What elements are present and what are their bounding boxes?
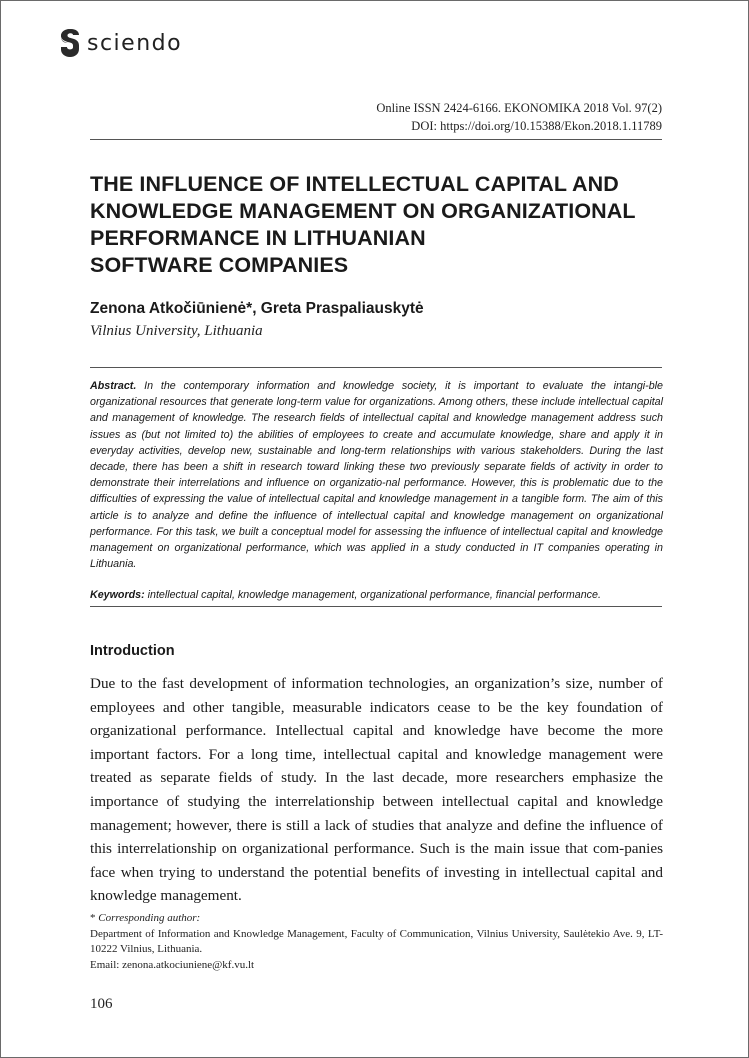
publisher-logo	[60, 28, 182, 58]
doi-line[interactable]: DOI: https://doi.org/10.15388/Ekon.2018.1.11789	[411, 119, 662, 133]
footnote-marker: *	[90, 912, 96, 924]
keywords-label: Keywords:	[90, 589, 145, 601]
footnote-label	[90, 911, 663, 927]
footnote-label-text: Corresponding author:	[98, 912, 201, 924]
publisher-name: sciendo	[87, 30, 183, 56]
title-line: PERFORMANCE IN LITHUANIAN	[90, 226, 426, 250]
title-line: SOFTWARE COMPANIES	[90, 253, 349, 277]
introduction-text: Due to the fast development of information technologies, an organization’s size, number of employees and other tangible, measurable indicators cease to be the key foundation of organizational performance. Intellectual capital and knowledge have become the more important factors. For a long time, intellectual capital and knowledge management were treated as separate fields of study. In the last decade, more researchers emphasize the importance of studying the interrelationship between intellectual capital and knowledge management; however, there is still a lack of studies that analyze and define the influence of this interrelationship on organizational performance. Such is the main issue that com-panies face when trying to understand the potential benefits of investing in intellectual capital and knowledge management.	[90, 675, 663, 905]
title-line: THE INFLUENCE OF INTELLECTUAL CAPITAL AND	[90, 172, 619, 196]
keywords	[90, 587, 663, 603]
abstract-text: In the contemporary information and knowledge society, it is important to evaluate the intangi-ble organizational resources that generate long-term value for organizations. Among others, these include intellectual capital and management of knowledge. The research fields of intellectual capital and knowledge management address such issues as (but not limited to) the abilities of employees to create and accumulate knowledge, share and apply it in everyday activities, develop new, sustainable and long-term relationships with various stakeholders. During the last decade, there has been a shift in research toward linking these two previously separate fields of activity in order to demonstrate their interrelations and influence on organizatio-nal performance. However, this is problematic due to the difficulties of expressing the value of intellectual capital and knowledge management in a tangible form. The aim of this article is to analyze and define the influence of intellectual capital and knowledge management on organizational performance. For this task, we built a conceptual model for assessing the influence of intellectual capital and knowledge management on organizational performance, which was applied in a study conducted in IT companies operating in Lithuania.	[90, 380, 663, 571]
keywords-text: intellectual capital, knowledge management, organizational performance, financial performance.	[147, 589, 601, 601]
sciendo-s-icon	[60, 28, 80, 58]
page-number: 106	[90, 996, 113, 1012]
header-divider	[90, 139, 662, 140]
abstract-top-divider	[90, 367, 662, 368]
journal-info	[376, 99, 662, 135]
affiliation: Vilnius University, Lithuania	[90, 323, 263, 339]
issn-line: Online ISSN 2424-6166. EKONOMIKA 2018 Vol. 97(2)	[376, 101, 662, 115]
abstract-bottom-divider	[90, 606, 662, 607]
article-title	[90, 171, 690, 279]
authors: Zenona Atkočiūnienė*, Greta Praspaliauskytė	[90, 300, 424, 317]
footnote	[90, 911, 663, 973]
footnote-address: Department of Information and Knowledge Management, Faculty of Communication, Vilnius University, Saulėtekio Ave. 9, LT-10222 Vilnius, Lithuania.	[90, 927, 663, 955]
introduction-heading: Introduction	[90, 643, 175, 659]
abstract-label: Abstract.	[90, 380, 137, 392]
footnote-email[interactable]: Email: zenona.atkociuniene@kf.vu.lt	[90, 958, 255, 971]
title-line: KNOWLEDGE MANAGEMENT ON ORGANIZATIONAL	[90, 199, 636, 223]
abstract	[90, 378, 663, 572]
